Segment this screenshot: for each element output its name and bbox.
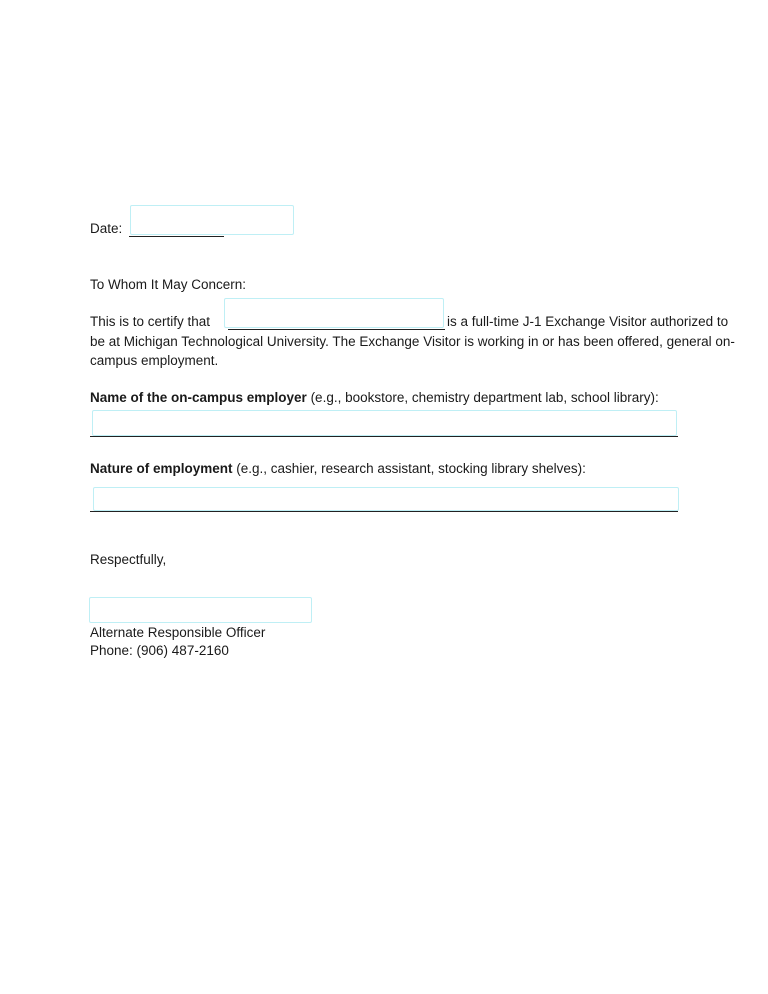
visitor-name-underline bbox=[228, 329, 445, 330]
date-underline bbox=[129, 236, 224, 237]
employer-label bbox=[90, 389, 659, 407]
nature-label-bold: Nature of employment bbox=[90, 461, 233, 476]
employer-underline bbox=[90, 436, 678, 437]
salutation: To Whom It May Concern: bbox=[90, 277, 247, 292]
nature-label-rest: (e.g., cashier, research assistant, stocking library shelves): bbox=[232, 461, 586, 476]
nature-input[interactable] bbox=[93, 487, 679, 511]
nature-underline bbox=[90, 511, 678, 512]
visitor-name-input[interactable] bbox=[224, 298, 444, 328]
certify-prefix: This is to certify that bbox=[90, 314, 211, 329]
date-input[interactable] bbox=[130, 205, 294, 235]
nature-label bbox=[90, 460, 586, 478]
certify-line-3: campus employment. bbox=[90, 353, 219, 368]
certify-line-2: be at Michigan Technological University. The Exchange Visitor is working in or has been offered, general on- bbox=[90, 334, 735, 349]
certify-suffix: is a full-time J-1 Exchange Visitor authorized to bbox=[447, 314, 729, 329]
officer-phone: Phone: (906) 487-2160 bbox=[90, 643, 229, 658]
employer-input[interactable] bbox=[92, 410, 677, 436]
signature-input[interactable] bbox=[89, 597, 312, 623]
closing: Respectfully, bbox=[90, 552, 167, 567]
employer-label-bold: Name of the on-campus employer bbox=[90, 390, 307, 405]
officer-title: Alternate Responsible Officer bbox=[90, 625, 266, 640]
employer-label-rest: (e.g., bookstore, chemistry department lab, school library): bbox=[306, 390, 659, 405]
date-label: Date: bbox=[90, 221, 123, 236]
